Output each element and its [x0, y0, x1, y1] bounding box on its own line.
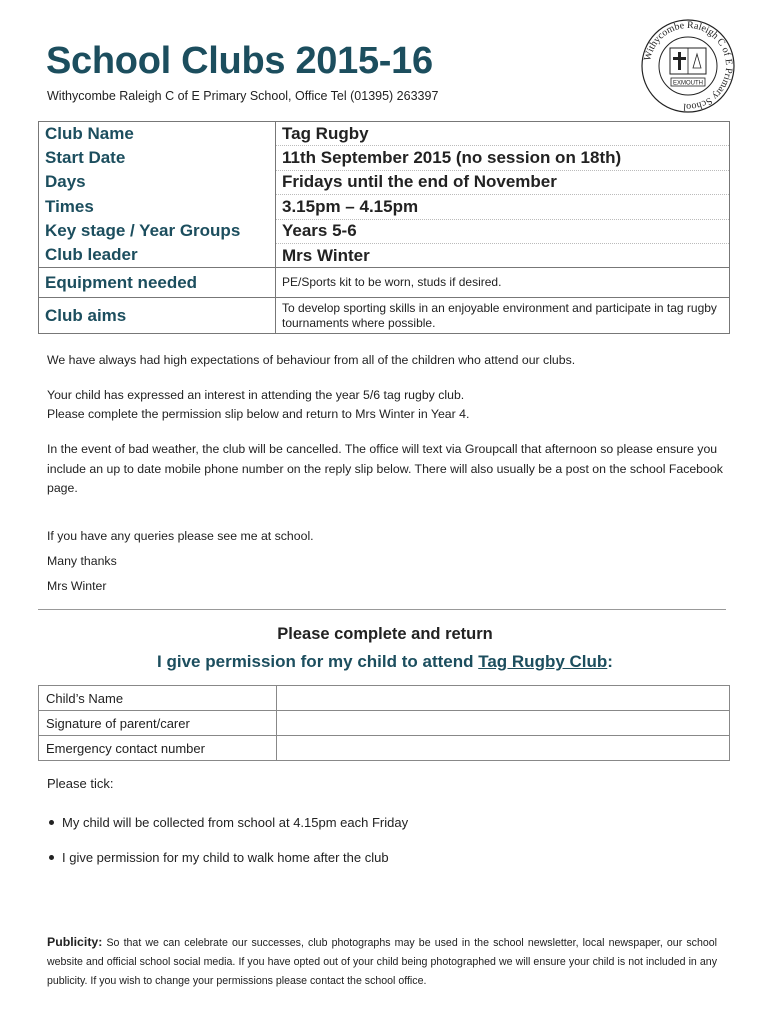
publicity-label: Publicity: — [47, 935, 103, 949]
permission-statement — [0, 652, 770, 672]
signature-row — [39, 711, 730, 736]
permission-prefix: I give permission for my child to attend — [157, 652, 479, 671]
days-value: Fridays until the end of November — [276, 170, 730, 194]
walk-home-option-text: I give permission for my child to walk home after the club — [62, 850, 389, 865]
letter-paragraph-interest: Your child has expressed an interest in attending the year 5/6 tag rugby club. — [47, 388, 465, 402]
club-leader-row — [39, 243, 730, 267]
return-heading: Please complete and return — [277, 625, 493, 643]
please-tick-label: Please tick: — [47, 776, 114, 791]
year-groups-row — [39, 219, 730, 243]
year-groups-label: Key stage / Year Groups — [39, 219, 276, 243]
start-date-label: Start Date — [39, 146, 276, 170]
club-aims-label: Club aims — [39, 298, 276, 334]
letter-signoff: Many thanks — [47, 554, 117, 568]
letter-paragraph-return: Please complete the permission slip below and return to Mrs Winter in Year 4. — [47, 407, 470, 421]
childs-name-label: Child’s Name — [39, 686, 277, 711]
logo-text: Withycombe Raleigh C of E Primary School — [642, 19, 735, 113]
collected-option-text: My child will be collected from school at 4.15pm each Friday — [62, 815, 409, 830]
school-logo — [640, 18, 736, 114]
emergency-contact-label: Emergency contact number — [39, 736, 277, 761]
publicity-text: So that we can celebrate our successes, club photographs may be used in the school newsletter, local newspaper, our school website and official school social media. If you have opted out of your child being photographed we will ensure your child is not included in any publicity. If you wish to change your permissions please contact the school office. — [47, 937, 717, 987]
letter-paragraph-weather: In the event of bad weather, the club will be cancelled. The office will text via Groupcall that afternoon so please ensure you include an up to date mobile phone number on the reply slip below. There will also usually be a post on the school Facebook page. — [47, 442, 723, 495]
club-details-table — [38, 121, 730, 334]
letter-paragraph-queries: If you have any queries please see me at school. — [47, 529, 314, 543]
collected-option[interactable] — [47, 815, 408, 830]
days-row — [39, 170, 730, 194]
divider — [38, 609, 726, 610]
times-label: Times — [39, 195, 276, 219]
school-contact-line: Withycombe Raleigh C of E Primary School, Office Tel (01395) 263397 — [47, 89, 439, 103]
walk-home-option[interactable] — [47, 850, 389, 865]
bullet-icon — [49, 820, 54, 825]
year-groups-value: Years 5-6 — [276, 219, 730, 243]
bullet-icon — [49, 855, 54, 860]
club-name-label: Club Name — [39, 122, 276, 146]
days-label: Days — [39, 170, 276, 194]
letter-paragraph-behaviour: We have always had high expectations of behaviour from all of the children who attend our clubs. — [47, 353, 576, 367]
publicity-notice — [47, 933, 717, 991]
signature-label: Signature of parent/carer — [39, 711, 277, 736]
equipment-value: PE/Sports kit to be worn, studs if desired. — [276, 268, 730, 298]
letter-signature: Mrs Winter — [47, 579, 107, 593]
logo-banner: EXMOUTH — [673, 80, 703, 87]
club-aims-value: To develop sporting skills in an enjoyable environment and participate in tag rugby tournaments where possible. — [276, 298, 730, 334]
childs-name-field[interactable] — [277, 686, 730, 711]
childs-name-row — [39, 686, 730, 711]
start-date-value: 11th September 2015 (no session on 18th) — [276, 146, 730, 170]
emergency-contact-row — [39, 736, 730, 761]
club-name-value: Tag Rugby — [276, 122, 730, 146]
signature-field[interactable] — [277, 711, 730, 736]
page-title: School Clubs 2015-16 — [46, 40, 433, 82]
permission-club-name: Tag Rugby Club — [478, 652, 608, 671]
equipment-row — [39, 268, 730, 298]
club-leader-label: Club leader — [39, 243, 276, 267]
times-row — [39, 195, 730, 219]
club-leader-value: Mrs Winter — [282, 245, 370, 265]
reply-slip-table — [38, 685, 730, 761]
equipment-label: Equipment needed — [39, 268, 276, 298]
times-value: 3.15pm – 4.15pm — [276, 195, 730, 219]
permission-suffix: : — [607, 652, 613, 671]
club-name-row — [39, 122, 730, 146]
emergency-contact-field[interactable] — [277, 736, 730, 761]
start-date-row — [39, 146, 730, 170]
club-aims-row — [39, 298, 730, 334]
